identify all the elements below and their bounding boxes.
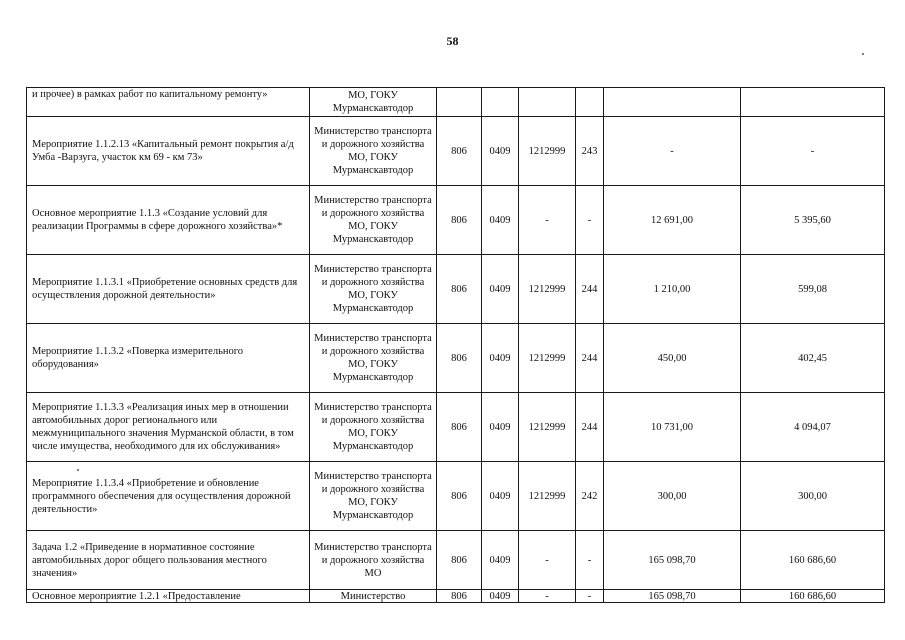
target-article-code: - bbox=[519, 186, 576, 255]
table-row bbox=[27, 117, 885, 186]
planned-amount: 10 731,00 bbox=[604, 393, 741, 462]
actual-amount: 402,45 bbox=[741, 324, 885, 393]
expense-type-code: 244 bbox=[576, 393, 604, 462]
planned-amount: 165 098,70 bbox=[604, 590, 741, 603]
planned-amount: 1 210,00 bbox=[604, 255, 741, 324]
expense-type-code: - bbox=[576, 186, 604, 255]
activity-name: и прочее) в рамках работ по капитальному ремонту» bbox=[27, 88, 310, 117]
activity-name: Задача 1.2 «Приведение в нормативное состояние автомобильных дорог общего пользования местного значения» bbox=[27, 531, 310, 590]
executor-org: Министерство bbox=[310, 590, 437, 603]
section-code: 0409 bbox=[482, 462, 519, 531]
activity-name: Основное мероприятие 1.2.1 «Предоставление bbox=[27, 590, 310, 603]
actual-amount: 160 686,60 bbox=[741, 590, 885, 603]
scan-speck bbox=[862, 53, 864, 55]
target-article-code bbox=[519, 88, 576, 117]
executor-org: Министерство транспорта и дорожного хозяйства МО bbox=[310, 531, 437, 590]
grbs-code bbox=[437, 88, 482, 117]
table-row bbox=[27, 88, 885, 117]
section-code bbox=[482, 88, 519, 117]
section-code: 0409 bbox=[482, 186, 519, 255]
target-article-code: - bbox=[519, 531, 576, 590]
executor-org: Министерство транспорта и дорожного хозяйства МО, ГОКУ Мурманскавтодор bbox=[310, 462, 437, 531]
actual-amount: 4 094,07 bbox=[741, 393, 885, 462]
planned-amount: - bbox=[604, 117, 741, 186]
grbs-code: 806 bbox=[437, 324, 482, 393]
executor-org: Министерство транспорта и дорожного хозяйства МО, ГОКУ Мурманскавтодор bbox=[310, 255, 437, 324]
activity-name: Мероприятие 1.1.3.1 «Приобретение основных средств для осуществления дорожной деятельности» bbox=[27, 255, 310, 324]
section-code: 0409 bbox=[482, 255, 519, 324]
planned-amount: 450,00 bbox=[604, 324, 741, 393]
planned-amount bbox=[604, 88, 741, 117]
page-number: 58 bbox=[446, 34, 459, 48]
section-code: 0409 bbox=[482, 590, 519, 603]
activity-name: Мероприятие 1.1.2.13 «Капитальный ремонт покрытия а/д Умба -Варзуга, участок км 69 - км 73» bbox=[27, 117, 310, 186]
activity-name: Мероприятие 1.1.3.3 «Реализация иных мер в отношении автомобильных дорог регионального или межмуниципального значения Мурманской области, в том числе имущества, необходимого для их обслуживания» bbox=[27, 393, 310, 462]
grbs-code: 806 bbox=[437, 531, 482, 590]
planned-amount: 300,00 bbox=[604, 462, 741, 531]
expense-type-code: - bbox=[576, 590, 604, 603]
planned-amount: 165 098,70 bbox=[604, 531, 741, 590]
actual-amount: - bbox=[741, 117, 885, 186]
target-article-code: 1212999 bbox=[519, 462, 576, 531]
expense-type-code bbox=[576, 88, 604, 117]
actual-amount: 300,00 bbox=[741, 462, 885, 531]
grbs-code: 806 bbox=[437, 255, 482, 324]
grbs-code: 806 bbox=[437, 462, 482, 531]
target-article-code: - bbox=[519, 590, 576, 603]
grbs-code: 806 bbox=[437, 117, 482, 186]
executor-org: Министерство транспорта и дорожного хозяйства МО, ГОКУ Мурманскавтодор bbox=[310, 324, 437, 393]
actual-amount: 5 395,60 bbox=[741, 186, 885, 255]
executor-org: Министерство транспорта и дорожного хозяйства МО, ГОКУ Мурманскавтодор bbox=[310, 393, 437, 462]
activity-name: Мероприятие 1.1.3.4 «Приобретение и обновление программного обеспечения для осуществления дорожной деятельности» bbox=[27, 462, 310, 531]
budget-table bbox=[26, 87, 885, 603]
actual-amount: 599,08 bbox=[741, 255, 885, 324]
planned-amount: 12 691,00 bbox=[604, 186, 741, 255]
expense-type-code: - bbox=[576, 531, 604, 590]
actual-amount: 160 686,60 bbox=[741, 531, 885, 590]
section-code: 0409 bbox=[482, 117, 519, 186]
activity-name: Мероприятие 1.1.3.2 «Поверка измерительного оборудования» bbox=[27, 324, 310, 393]
actual-amount bbox=[741, 88, 885, 117]
target-article-code: 1212999 bbox=[519, 117, 576, 186]
expense-type-code: 243 bbox=[576, 117, 604, 186]
executor-org: МО, ГОКУ Мурманскавтодор bbox=[310, 88, 437, 117]
target-article-code: 1212999 bbox=[519, 255, 576, 324]
section-code: 0409 bbox=[482, 531, 519, 590]
grbs-code: 806 bbox=[437, 393, 482, 462]
executor-org: Министерство транспорта и дорожного хозяйства МО, ГОКУ Мурманскавтодор bbox=[310, 186, 437, 255]
grbs-code: 806 bbox=[437, 590, 482, 603]
target-article-code: 1212999 bbox=[519, 393, 576, 462]
table-row bbox=[27, 590, 885, 603]
executor-org: Министерство транспорта и дорожного хозяйства МО, ГОКУ Мурманскавтодор bbox=[310, 117, 437, 186]
table-row bbox=[27, 462, 885, 531]
table-row bbox=[27, 255, 885, 324]
expense-type-code: 244 bbox=[576, 324, 604, 393]
section-code: 0409 bbox=[482, 324, 519, 393]
section-code: 0409 bbox=[482, 393, 519, 462]
table-row bbox=[27, 324, 885, 393]
target-article-code: 1212999 bbox=[519, 324, 576, 393]
table-row bbox=[27, 393, 885, 462]
grbs-code: 806 bbox=[437, 186, 482, 255]
table-row bbox=[27, 186, 885, 255]
table-row bbox=[27, 531, 885, 590]
expense-type-code: 244 bbox=[576, 255, 604, 324]
expense-type-code: 242 bbox=[576, 462, 604, 531]
activity-name: Основное мероприятие 1.1.3 «Создание условий для реализации Программы в сфере дорожного хозяйства»* bbox=[27, 186, 310, 255]
